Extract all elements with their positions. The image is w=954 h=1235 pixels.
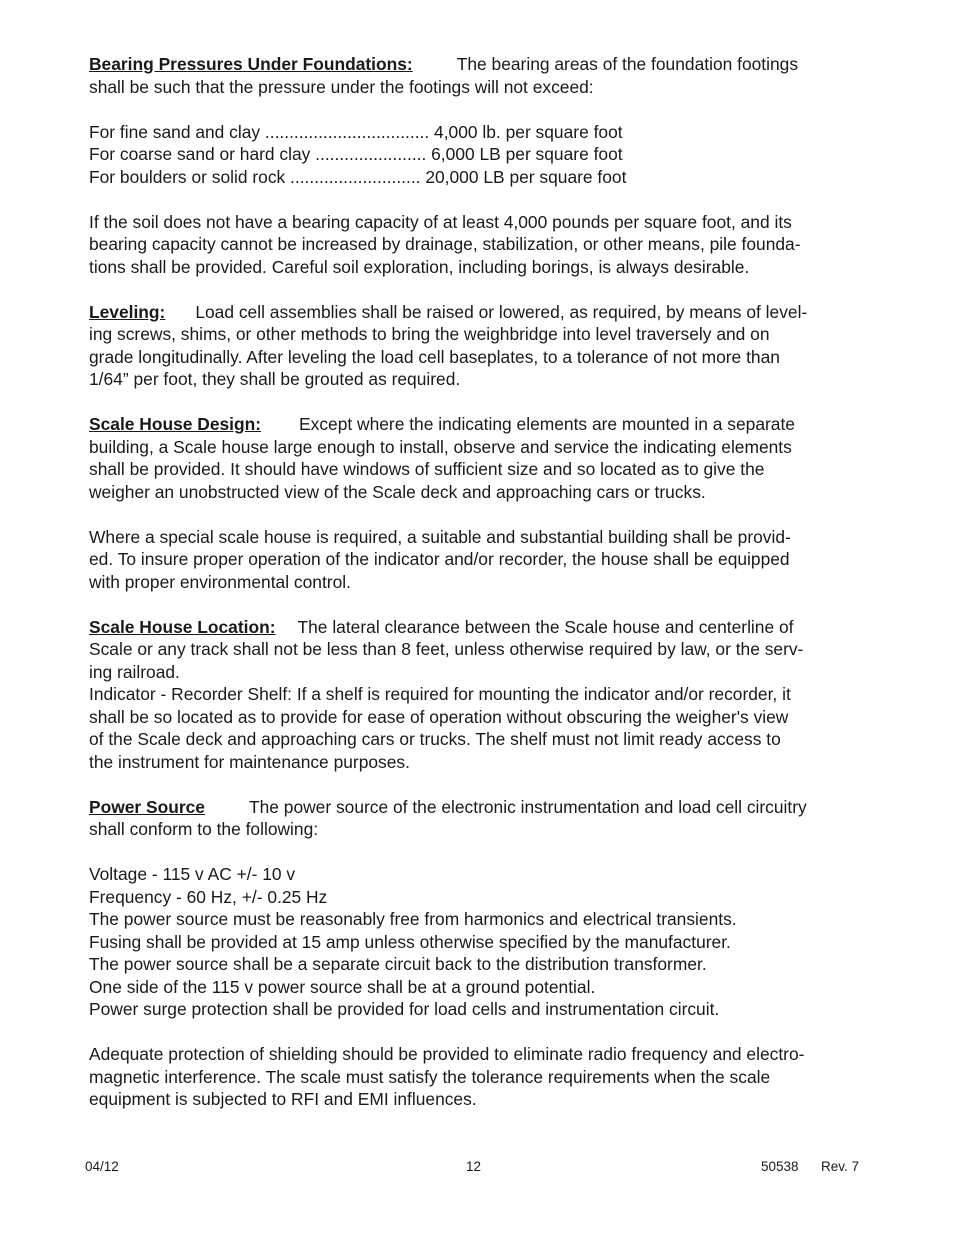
spec-line: Power surge protection shall be provided for load cells and instrumentation circuit. — [89, 999, 720, 1019]
house-design-paragraph: Scale House Design: Except where the indicating elements are mounted in a separate building, a Scale house large enough to install, observe and service the indicating elements shall be provided. It should have windows of sufficient size and so located as to give the weigher an unobstructed view of the Scale deck and approaching cars or trucks. — [89, 414, 795, 502]
power-specs — [89, 863, 879, 1021]
house-location-heading: Scale House Location: — [89, 616, 276, 637]
shielding-paragraph: Adequate protection of shielding should be provided to eliminate radio frequency and electro- magnetic interference. The scale must satisfy the tolerance requirements when the scale equipment is subjected to RFI and EMI influences. — [89, 1044, 805, 1109]
footer-date: 04/12 — [85, 1159, 119, 1174]
house-design-heading: Scale House Design: — [89, 414, 262, 434]
leveling-paragraph: Leveling: Load cell assemblies shall be raised or lowered, as required, by means of level- ing screws, shims, or other methods to bring the weighbridge into level traversely and on grade longitudinally. After leveling the load cell baseplates, to a tolerance of not more than 1/64” per foot, they shall be grouted as required. — [89, 301, 808, 389]
document-revision: 50538 Rev. 7 — [761, 1159, 860, 1174]
power-source-heading: Power Source — [89, 796, 205, 817]
spec-line: One side of the 115 v power source shall be at a ground potential. — [89, 976, 596, 997]
leveling-heading: Leveling: — [89, 301, 166, 322]
bearing-table — [89, 121, 879, 189]
pile-foundation-paragraph: If the soil does not have a bearing capacity of at least 4,000 pounds per square foot, and its bearing capacity cannot be increased by drainage, stabilization, or other means, pile founda- tions shall be provided. Careful soil exploration, including borings, is always desirable. — [89, 211, 801, 277]
bearing-row: For fine sand and clay .................................. 4,000 lb. per square foot — [89, 121, 623, 142]
bearing-row: For coarse sand or hard clay ....................... 6,000 LB per square foot — [89, 144, 623, 164]
spec-line: The power source shall be a separate circuit back to the distribution transformer. — [89, 954, 707, 974]
page-number: 12 — [466, 1159, 482, 1174]
shelf-text: Indicator - Recorder Shelf: If a shelf is required for mounting the indicator and/or recorder, it — [89, 684, 791, 704]
spec-line: Fusing shall be provided at 15 amp unless otherwise specified by the manufacturer. — [89, 931, 731, 952]
bearing-intro: Bearing Pressures Under Foundations: The bearing areas of the foundation footings shall be such that the pressure under the footings will not exceed: — [89, 54, 799, 97]
bearing-heading: Bearing Pressures Under Foundations: — [89, 54, 413, 74]
bearing-row: For boulders or solid rock ........................... 20,000 LB per square foot — [89, 166, 627, 187]
house-location-paragraph: Scale House Location: The lateral clearance between the Scale house and centerline of Scale or any track shall not be less than 8 feet, unless otherwise required by law, or the serv- ing railroad. Indicator - Recorder Shelf: If a shelf is required for mounting the indicator and/or recorder, it shall be so located as to provide for ease of operation without obscuring the weigher's view of the Scale deck and approaching cars or trucks. The shelf must not limit ready access to the instrument for maintenance purposes. — [89, 616, 879, 774]
spec-line: The power source must be reasonably free from harmonics and electrical transients. — [89, 909, 737, 929]
spec-line: Frequency - 60 Hz, +/- 0.25 Hz — [89, 886, 328, 907]
document-body — [89, 53, 879, 1133]
page-footer — [0, 1159, 954, 1177]
power-source-intro: Power Source The power source of the electronic instrumentation and load cell circuitry shall conform to the following: — [89, 796, 807, 839]
spec-line: Voltage - 115 v AC +/- 10 v — [89, 864, 296, 884]
special-house-paragraph: Where a special scale house is required, a suitable and substantial building shall be provid- ed. To insure proper operation of the indicator and/or recorder, the house shall be equipped with proper environmental control. — [89, 526, 791, 592]
